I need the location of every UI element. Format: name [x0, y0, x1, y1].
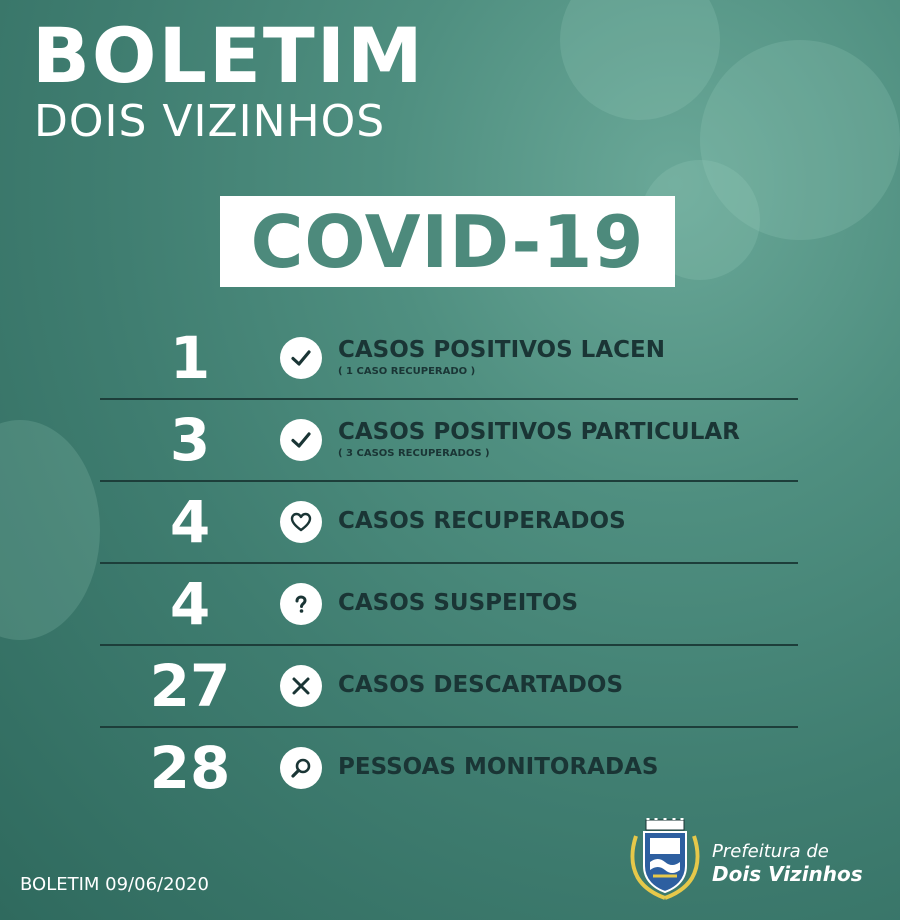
- city-hall-name-line1: Prefeitura de: [712, 841, 829, 862]
- stat-label-group: [338, 318, 665, 398]
- covid-badge-text: COVID-19: [250, 199, 645, 284]
- stat-value: 4: [169, 488, 211, 556]
- stat-value: 4: [169, 570, 211, 638]
- stat-row: [100, 646, 798, 728]
- x-icon: [280, 665, 322, 707]
- stat-row: [100, 728, 798, 808]
- stat-label: PESSOAS MONITORADAS: [338, 754, 659, 781]
- stat-sublabel: ( 3 CASOS RECUPERADOS ): [338, 447, 490, 459]
- city-coat-of-arms-logo: [628, 818, 702, 902]
- stat-row: [100, 318, 798, 400]
- stat-value: 27: [149, 652, 231, 720]
- check-icon: [280, 419, 322, 461]
- background-virus-blob: [0, 420, 100, 640]
- stat-label: CASOS SUSPEITOS: [338, 590, 579, 617]
- stat-value: 1: [169, 324, 211, 392]
- city-hall-name-line2: Dois Vizinhos: [712, 861, 863, 886]
- bulletin-date: BOLETIM 09/06/2020: [20, 874, 209, 895]
- stat-sublabel: ( 1 CASO RECUPERADO ): [338, 365, 476, 377]
- stat-row: [100, 564, 798, 646]
- stat-label: CASOS DESCARTADOS: [338, 672, 624, 699]
- page-title: BOLETIM: [32, 11, 425, 100]
- city-hall-name: [712, 842, 863, 886]
- stat-value: 28: [149, 734, 231, 802]
- check-icon: [280, 337, 322, 379]
- heart-icon: [280, 501, 322, 543]
- stat-label-group: [338, 728, 658, 808]
- stat-label: CASOS RECUPERADOS: [338, 508, 626, 535]
- stat-label-group: [338, 482, 626, 562]
- question-icon: [280, 583, 322, 625]
- stat-label: CASOS POSITIVOS PARTICULAR: [338, 419, 740, 446]
- magnifier-icon: [280, 747, 322, 789]
- stat-label: CASOS POSITIVOS LACEN: [338, 337, 665, 364]
- page-subtitle: DOIS VIZINHOS: [34, 96, 386, 147]
- stats-list: [100, 318, 798, 808]
- stat-label-group: [338, 646, 623, 726]
- stat-label-group: [338, 564, 578, 644]
- stat-value: 3: [169, 406, 211, 474]
- covid-badge: [220, 196, 675, 287]
- background-virus-blob: [560, 0, 720, 120]
- stat-row: [100, 400, 798, 482]
- stat-row: [100, 482, 798, 564]
- stat-label-group: [338, 400, 740, 480]
